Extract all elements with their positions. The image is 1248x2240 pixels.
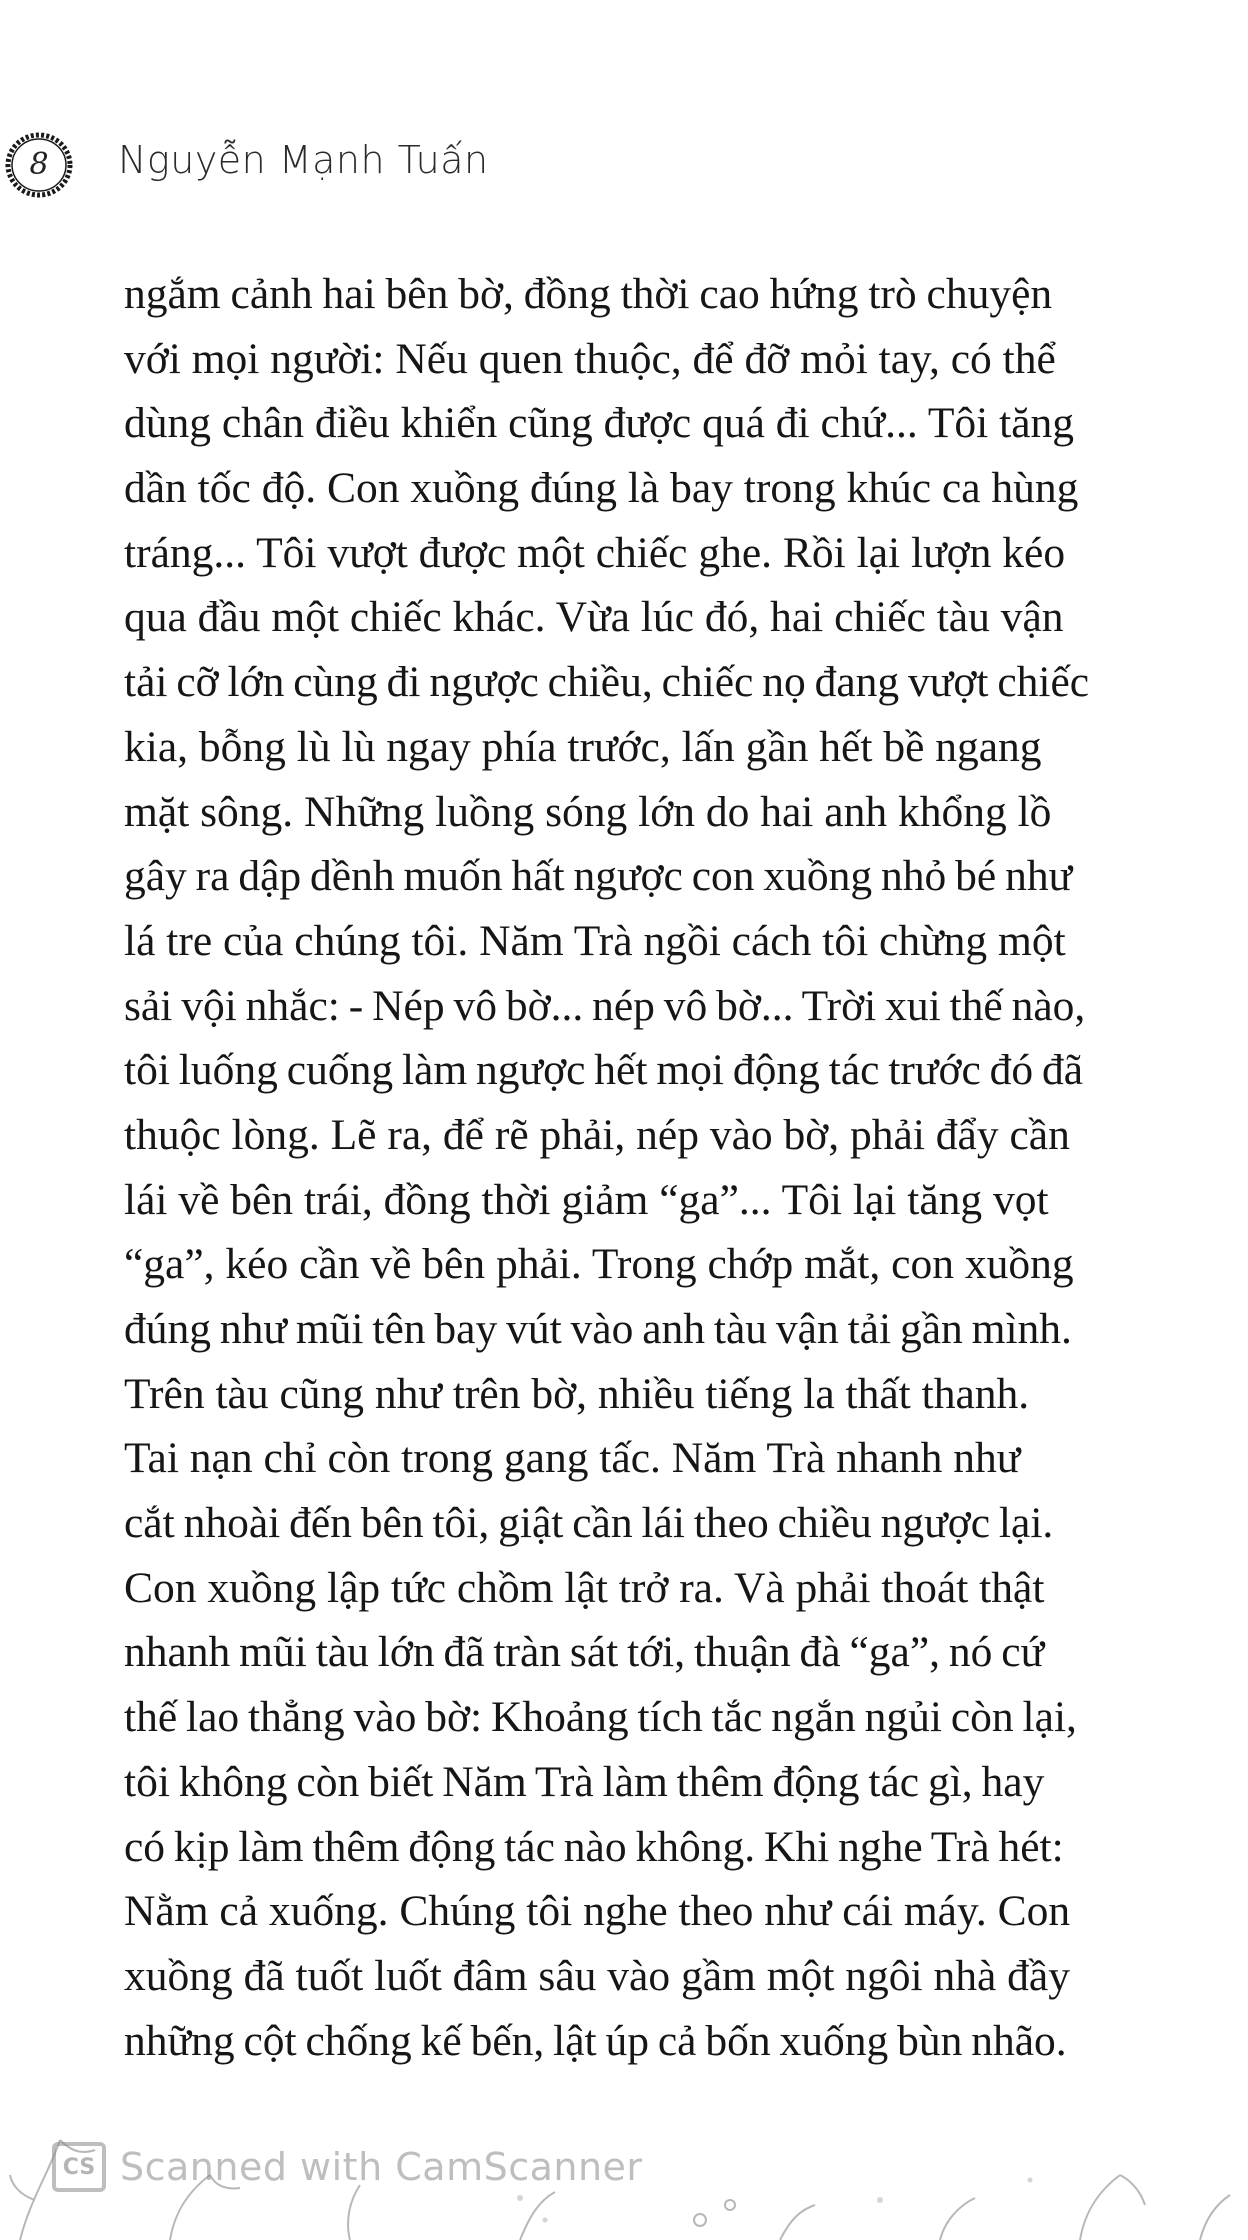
page-number: 8 — [29, 147, 49, 182]
text-line: Trên tàu cũng như trên bờ, nhiều tiếng la thất thanh. — [124, 1369, 1030, 1418]
text-line: “ga”, kéo cần về bên phải. Trong chớp mắt, con xuồng — [124, 1240, 1074, 1289]
text-line: kia, bỗng lù lù ngay phía trước, lấn gần hết bề ngang — [124, 722, 1042, 771]
text-line: lá tre của chúng tôi. Năm Trà ngồi cách tôi chừng một — [124, 916, 1066, 965]
text-line: Tai nạn chỉ còn trong gang tấc. Năm Trà nhanh như — [124, 1434, 1021, 1483]
camscanner-logo: CS — [52, 2142, 106, 2192]
text-line: tráng... Tôi vượt được một chiếc ghe. Rồi lại lượn kéo — [124, 528, 1066, 577]
text-line: gây ra dập dềnh muốn hất ngược con xuồng nhỏ bé như — [124, 852, 1073, 901]
body-text — [124, 262, 1188, 2073]
camscanner-watermark — [52, 2142, 643, 2192]
text-line: nhanh mũi tàu lớn đã tràn sát tới, thuận đà “ga”, nó cứ — [124, 1628, 1045, 1677]
text-line: dùng chân điều khiển cũng được quá đi chứ... Tôi tăng — [124, 399, 1075, 448]
text-line: tôi luống cuống làm ngược hết mọi động tác trước đó đã — [124, 1046, 1084, 1095]
text-line: với mọi người: Nếu quen thuộc, để đỡ mỏi tay, có thể — [124, 334, 1056, 383]
text-line: xuồng đã tuốt luốt đâm sâu vào gầm một ngôi nhà đầy — [124, 1951, 1070, 2000]
text-line: đúng như mũi tên bay vút vào anh tàu vận tải gần mình. — [124, 1305, 1072, 1353]
running-head-author: Nguyễn Mạnh Tuấn — [118, 138, 489, 182]
text-line: lái về bên trái, đồng thời giảm “ga”... Tôi lại tăng vọt — [124, 1175, 1049, 1224]
text-line: có kịp làm thêm động tác nào không. Khi nghe Trà hét: — [124, 1822, 1064, 1871]
text-line: mặt sông. Những luồng sóng lớn do hai anh khổng lồ — [124, 787, 1052, 836]
text-line: sải vội nhắc: - Nép vô bờ... nép vô bờ... Trời xui thế nào, — [124, 981, 1086, 1030]
text-line: thế lao thẳng vào bờ: Khoảng tích tắc ngắn ngủi còn lại, — [124, 1693, 1077, 1742]
text-line: cắt nhoài đến bên tôi, giật cần lái theo chiều ngược lại. — [124, 1499, 1054, 1548]
text-line: những cột chống kế bến, lật úp cả bốn xuống bùn nhão. — [124, 2016, 1067, 2065]
text-line: qua đầu một chiếc khác. Vừa lúc đó, hai chiếc tàu vận — [124, 593, 1064, 642]
text-line: Con xuồng lập tức chồm lật trở ra. Và phải thoát thật — [124, 1563, 1045, 1612]
text-line: dần tốc độ. Con xuồng đúng là bay trong khúc ca hùng — [124, 464, 1079, 513]
watermark-text: Scanned with CamScanner — [120, 2145, 643, 2189]
text-line: tải cỡ lớn cùng đi ngược chiều, chiếc nọ đang vượt chiếc — [124, 658, 1090, 707]
text-line: thuộc lòng. Lẽ ra, để rẽ phải, nép vào bờ, phải đẩy cần — [124, 1110, 1070, 1159]
text-line: Nằm cả xuống. Chúng tôi nghe theo như cái máy. Con — [124, 1887, 1071, 1936]
text-line: tôi không còn biết Năm Trà làm thêm động tác gì, hay — [124, 1757, 1045, 1806]
text-line: ngắm cảnh hai bên bờ, đồng thời cao hứng trò chuyện — [124, 270, 1053, 318]
